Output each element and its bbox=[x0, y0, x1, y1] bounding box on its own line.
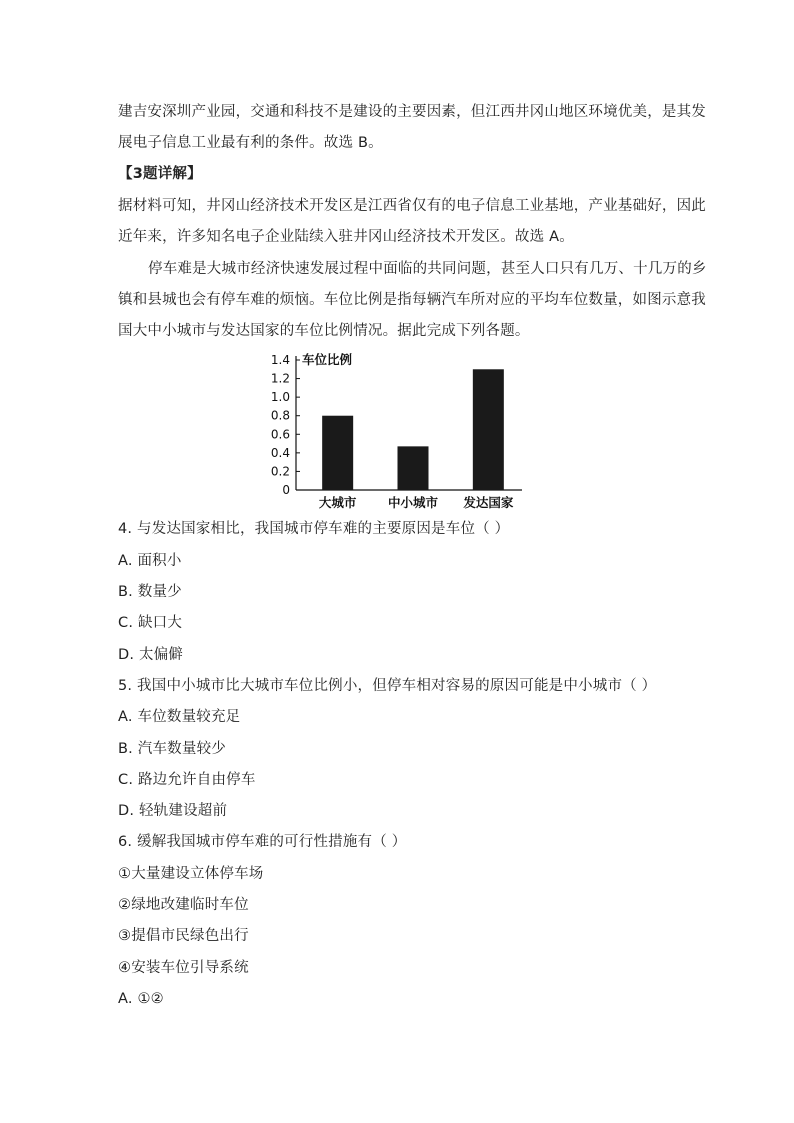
x-tick-label: 中小城市 bbox=[387, 495, 439, 510]
bar bbox=[473, 369, 504, 490]
bar bbox=[322, 416, 353, 490]
paragraph-line: 据材料可知，井冈山经济技术开发区是江西省仅有的电子信息工业基地，产业基础好，因此 bbox=[118, 198, 706, 214]
parking-ratio-bar-chart bbox=[268, 348, 528, 518]
option-5b: B. 汽车数量较少 bbox=[118, 741, 226, 757]
option-4c: C. 缺口大 bbox=[118, 615, 183, 631]
question-6: 6. 缓解我国城市停车难的可行性措施有（ ） bbox=[118, 834, 407, 850]
option-6a: A. ①② bbox=[118, 991, 164, 1007]
option-5a: A. 车位数量较充足 bbox=[118, 709, 241, 725]
paragraph-line: 镇和县城也会有停车难的烦恼。车位比例是指每辆汽车所对应的平均车位数量，如图示意我 bbox=[118, 292, 706, 308]
bar bbox=[398, 446, 429, 490]
y-tick-label: 1.2 bbox=[270, 371, 290, 386]
section-heading: 【3题详解】 bbox=[118, 166, 202, 182]
y-axis-label: 车位比例 bbox=[302, 352, 353, 367]
option-5d: D. 轻轨建设超前 bbox=[118, 803, 228, 819]
option-4a: A. 面积小 bbox=[118, 553, 182, 569]
x-tick-label: 大城市 bbox=[318, 495, 357, 510]
x-tick-label: 发达国家 bbox=[463, 495, 514, 510]
y-tick-label: 0.6 bbox=[270, 427, 290, 442]
measure-2: ②绿地改建临时车位 bbox=[118, 897, 249, 913]
paragraph-line: 展电子信息工业最有利的条件。故选 B。 bbox=[118, 135, 383, 151]
y-tick-label: 0.2 bbox=[270, 464, 290, 479]
y-tick-label: 0 bbox=[282, 483, 290, 497]
y-tick-label: 1.0 bbox=[270, 390, 290, 405]
paragraph-line: 国大中小城市与发达国家的车位比例情况。据此完成下列各题。 bbox=[118, 323, 530, 339]
question-4: 4. 与发达国家相比，我国城市停车难的主要原因是车位（ ） bbox=[118, 521, 510, 537]
measure-4: ④安装车位引导系统 bbox=[118, 960, 249, 976]
y-tick-label: 0.8 bbox=[270, 408, 290, 423]
y-tick-label: 0.4 bbox=[270, 445, 290, 460]
option-5c: C. 路边允许自由停车 bbox=[118, 772, 256, 788]
measure-3: ③提倡市民绿色出行 bbox=[118, 928, 249, 944]
paragraph-line: 近年来，许多知名电子企业陆续入驻井冈山经济技术开发区。故选 A。 bbox=[118, 229, 574, 245]
option-4b: B. 数量少 bbox=[118, 584, 182, 600]
question-5: 5. 我国中小城市比大城市车位比例小，但停车相对容易的原因可能是中小城市（ ） bbox=[118, 678, 657, 694]
measure-1: ①大量建设立体停车场 bbox=[118, 866, 264, 882]
paragraph-line: 停车难是大城市经济快速发展过程中面临的共同问题，甚至人口只有几万、十几万的乡 bbox=[148, 261, 707, 277]
paragraph-line: 建吉安深圳产业园，交通和科技不是建设的主要因素，但江西井冈山地区环境优美，是其发 bbox=[118, 104, 706, 120]
option-4d: D. 太偏僻 bbox=[118, 647, 184, 663]
y-tick-label: 1.4 bbox=[270, 353, 290, 367]
